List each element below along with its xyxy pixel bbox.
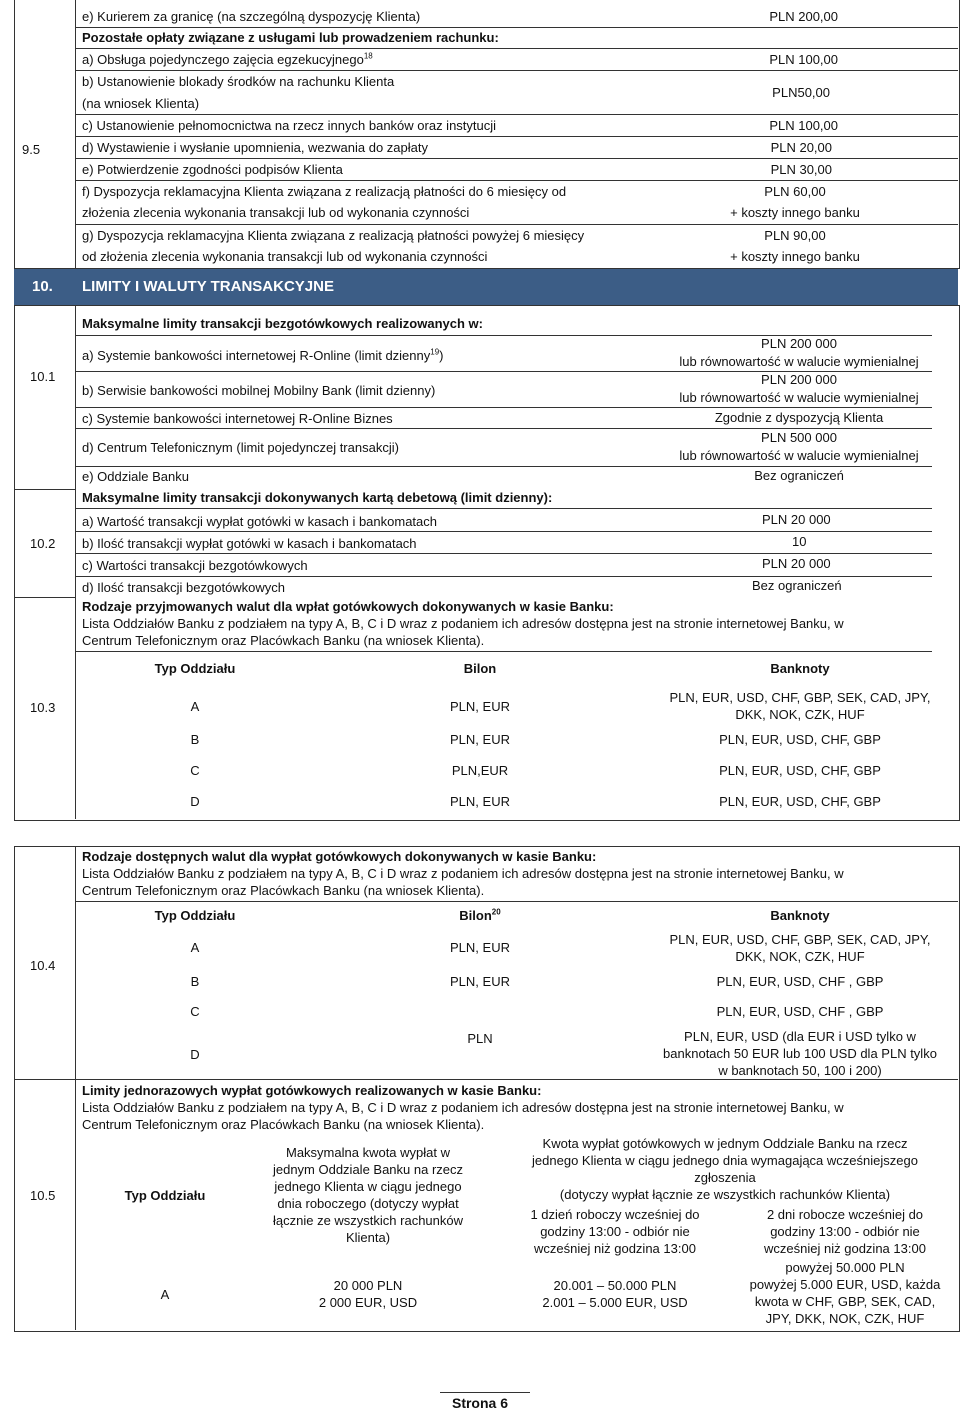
limit-value: Bez ograniczeń — [752, 578, 842, 593]
col-header-type: Typ Oddziału — [154, 661, 236, 676]
branch-type: A — [190, 699, 200, 714]
branch-notes: PLN, EUR, USD, CHF , GBP — [716, 974, 884, 989]
branch-notes: PLN, EUR, USD, CHF, GBP — [719, 794, 881, 809]
row-label: a) Obsługa pojedynczego zajęcia egzekucyjnego$^{18}$ — [82, 51, 373, 67]
row-label-cont: od złożenia zlecenia wykonania transakcji lub od wykonania czynności — [82, 249, 488, 264]
branch-type: A — [160, 1287, 170, 1302]
limit-value-cont: lub równowartość w walucie wymienialnej — [679, 390, 919, 405]
section-number: 9.5 — [22, 142, 41, 157]
branch-type: D — [190, 794, 200, 809]
limit-value: Bez ograniczeń — [754, 468, 844, 483]
limit-value-cont: lub równowartość w walucie wymienialnej — [679, 354, 919, 369]
col-header-max: Maksymalna kwota wypłat w jednym Oddziale Banku na rzecz jednego Klienta w ciągu jednego dnia roboczego (dotyczy wypłat łącznie ze wszystkich rachunków Klienta) — [272, 1145, 464, 1245]
row-value-cont: + koszty innego banku — [730, 205, 860, 220]
branch-coins: PLN, EUR — [450, 732, 510, 747]
branch-notes: PLN, EUR, USD, CHF, GBP — [719, 732, 881, 747]
col-header-notice: Kwota wypłat gotówkowych w jednym Oddziale Banku na rzecz jednego Klienta w ciągu jednego dnia wymagająca wcześniejszego zgłoszenia (dotyczy wypłat łącznie ze wszystkich rachunków Klienta) — [532, 1136, 918, 1202]
col-header-coins: Bilon — [463, 661, 497, 676]
col-header-notes: Banknoty — [770, 908, 830, 923]
row-label: b) Ustanowienie blokady środków na rachunku Klienta — [82, 74, 395, 89]
section-desc: Centrum Telefonicznym oraz Placówkach Banku (na wniosek Klienta). — [82, 1117, 485, 1132]
limit-label: a) Wartość transakcji wypłat gotówki w kasach i bankomatach — [82, 514, 437, 529]
branch-coins: PLN, EUR — [450, 699, 510, 714]
col-header-type: Typ Oddziału — [154, 908, 236, 923]
two-day-amount: powyżej 50.000 PLN powyżej 5.000 EUR, USD, każda kwota w CHF, GBP, SEK, CAD, JPY, DKK, NOK, CZK, HUF — [749, 1260, 941, 1326]
branch-coins: PLN, EUR — [450, 794, 510, 809]
branch-coins: PLN — [467, 1031, 493, 1046]
section-10-banner — [14, 269, 958, 305]
limit-value: Zgodnie z dyspozycją Klienta — [714, 410, 884, 425]
limit-label: c) Wartości transakcji bezgotówkowych — [82, 558, 308, 573]
limit-value: PLN 500 000 — [761, 430, 837, 445]
limit-label: a) Systemie bankowości internetowej R-Online (limit dzienny$^{19}$) — [82, 347, 444, 363]
limit-value: PLN 200 000 — [761, 336, 837, 351]
branch-type: B — [190, 732, 200, 747]
branch-type: C — [190, 763, 200, 778]
branch-notes: PLN, EUR, USD, CHF , GBP — [716, 1004, 884, 1019]
branch-coins: PLN,EUR — [451, 763, 509, 778]
row-label: c) Ustanowienie pełnomocnictwa na rzecz innych banków oraz instytucji — [82, 118, 497, 133]
row-label: f) Dyspozycja reklamacyjna Klienta związana z realizacją płatności do 6 miesięcy od — [82, 184, 567, 199]
branch-notes-cont: w banknotach 50, 100 i 200) — [718, 1063, 882, 1078]
limit-label: d) Ilość transakcji bezgotówkowych — [82, 580, 286, 595]
branch-notes: PLN, EUR, USD, CHF, GBP — [719, 763, 881, 778]
row-label-cont: złożenia zlecenia wykonania transakcji lub od wykonania czynności — [82, 205, 470, 220]
section-heading: Rodzaje przyjmowanych walut dla wpłat gotówkowych dokonywanych w kasie Banku: — [82, 599, 614, 614]
row-value: PLN 100,00 — [769, 52, 838, 67]
row-label-cont: (na wniosek Klienta) — [82, 96, 200, 111]
row-value: PLN 30,00 — [770, 162, 832, 177]
section-heading: Limity jednorazowych wypłat gotówkowych realizowanych w kasie Banku: — [82, 1083, 542, 1098]
section-number: 10.4 — [30, 958, 56, 973]
row-value: PLN 20,00 — [770, 140, 832, 155]
limit-value: PLN 200 000 — [761, 372, 837, 387]
footer-divider — [440, 1392, 530, 1393]
branch-notes-cont: DKK, NOK, CZK, HUF — [735, 707, 865, 722]
section-desc: Centrum Telefonicznym oraz Placówkach Banku (na wniosek Klienta). — [82, 883, 485, 898]
section-number: 10.5 — [30, 1188, 56, 1203]
max-amount: 20 000 PLN 2 000 EUR, USD — [318, 1278, 418, 1310]
section-desc: Lista Oddziałów Banku z podziałem na typy A, B, C i D wraz z podaniem ich adresów dostępna jest na stronie internetowej Banku, w — [82, 1100, 844, 1115]
limit-value: PLN 20 000 — [762, 512, 831, 527]
branch-coins: PLN, EUR — [450, 974, 510, 989]
row-label: g) Dyspozycja reklamacyjna Klienta związana z realizacją płatności powyżej 6 miesięcy — [82, 228, 585, 243]
section-heading: Rodzaje dostępnych walut dla wypłat gotówkowych dokonywanych w kasie Banku: — [82, 849, 597, 864]
section-number: 10.3 — [30, 700, 56, 715]
branch-notes-cont: DKK, NOK, CZK, HUF — [735, 949, 865, 964]
branch-notes-cont: banknotach 50 EUR lub 100 USD dla PLN tylko — [663, 1046, 937, 1061]
branch-type: D — [190, 1047, 200, 1062]
section-desc: Lista Oddziałów Banku z podziałem na typy A, B, C i D wraz z podaniem ich adresów dostępna jest na stronie internetowej Banku, w — [82, 866, 844, 881]
col-header-notes: Banknoty — [770, 661, 830, 676]
section-heading: Maksymalne limity transakcji bezgotówkowych realizowanych w: — [82, 316, 483, 331]
branch-notes: PLN, EUR, USD (dla EUR i USD tylko w — [684, 1029, 916, 1044]
branch-coins: PLN, EUR — [450, 940, 510, 955]
row-value: PLN50,00 — [772, 85, 830, 100]
one-day-amount: 20.001 – 50.000 PLN 2.001 – 5.000 EUR, USD — [542, 1278, 688, 1310]
section-heading: Maksymalne limity transakcji dokonywanych kartą debetową (limit dzienny): — [82, 490, 553, 505]
limit-label: c) Systemie bankowości internetowej R-Online Biznes — [82, 411, 393, 426]
section-desc: Centrum Telefonicznym oraz Placówkach Banku (na wniosek Klienta). — [82, 633, 485, 648]
section-number: 10.2 — [30, 536, 56, 551]
branch-type: A — [190, 940, 200, 955]
row-value: PLN 60,00 — [764, 184, 826, 199]
branch-type: C — [190, 1004, 200, 1019]
section-desc: Lista Oddziałów Banku z podziałem na typy A, B, C i D wraz z podaniem ich adresów dostępna jest na stronie internetowej Banku, w — [82, 616, 844, 631]
limit-value: 10 — [792, 534, 807, 549]
limit-label: b) Serwisie bankowości mobilnej Mobilny Bank (limit dzienny) — [82, 383, 436, 398]
row-value-cont: + koszty innego banku — [730, 249, 860, 264]
section-number: 10.1 — [30, 369, 56, 384]
limit-label: d) Centrum Telefonicznym (limit pojedynczej transakcji) — [82, 440, 399, 455]
section-10-number: 10. — [32, 278, 53, 295]
limit-label: b) Ilość transakcji wypłat gotówki w kasach i bankomatach — [82, 536, 417, 551]
branch-type: B — [190, 974, 200, 989]
limit-value-cont: lub równowartość w walucie wymienialnej — [679, 448, 919, 463]
row-label: d) Wystawienie i wysłanie upomnienia, wezwania do zapłaty — [82, 140, 428, 155]
subheader-one-day: 1 dzień roboczy wcześniej do godziny 13:00 - odbiór nie wcześniej niż godzina 13:00 — [530, 1207, 700, 1256]
subheader-two-days: 2 dni robocze wcześniej do godziny 13:00 - odbiór nie wcześniej niż godzina 13:00 — [764, 1207, 926, 1256]
col-header-coins: Bilon$^{20}$ — [459, 907, 501, 923]
limit-value: PLN 20 000 — [762, 556, 831, 571]
row-heading: Pozostałe opłaty związane z usługami lub prowadzeniem rachunku: — [82, 30, 499, 45]
col-header-type: Typ Oddziału — [124, 1188, 206, 1203]
limit-label: e) Oddziale Banku — [82, 469, 189, 484]
section-10-title: LIMITY I WALUTY TRANSAKCYJNE — [82, 278, 334, 295]
row-value: PLN 90,00 — [764, 228, 826, 243]
row-label: e) Potwierdzenie zgodności podpisów Klienta — [82, 162, 343, 177]
row-label: e) Kurierem za granicę (na szczególną dyspozycję Klienta) — [82, 9, 421, 24]
row-value: PLN 200,00 — [769, 9, 838, 24]
branch-notes: PLN, EUR, USD, CHF, GBP, SEK, CAD, JPY, — [669, 932, 931, 947]
row-value: PLN 100,00 — [769, 118, 838, 133]
page-number: Strona 6 — [451, 1395, 508, 1411]
branch-notes: PLN, EUR, USD, CHF, GBP, SEK, CAD, JPY, — [669, 690, 931, 705]
